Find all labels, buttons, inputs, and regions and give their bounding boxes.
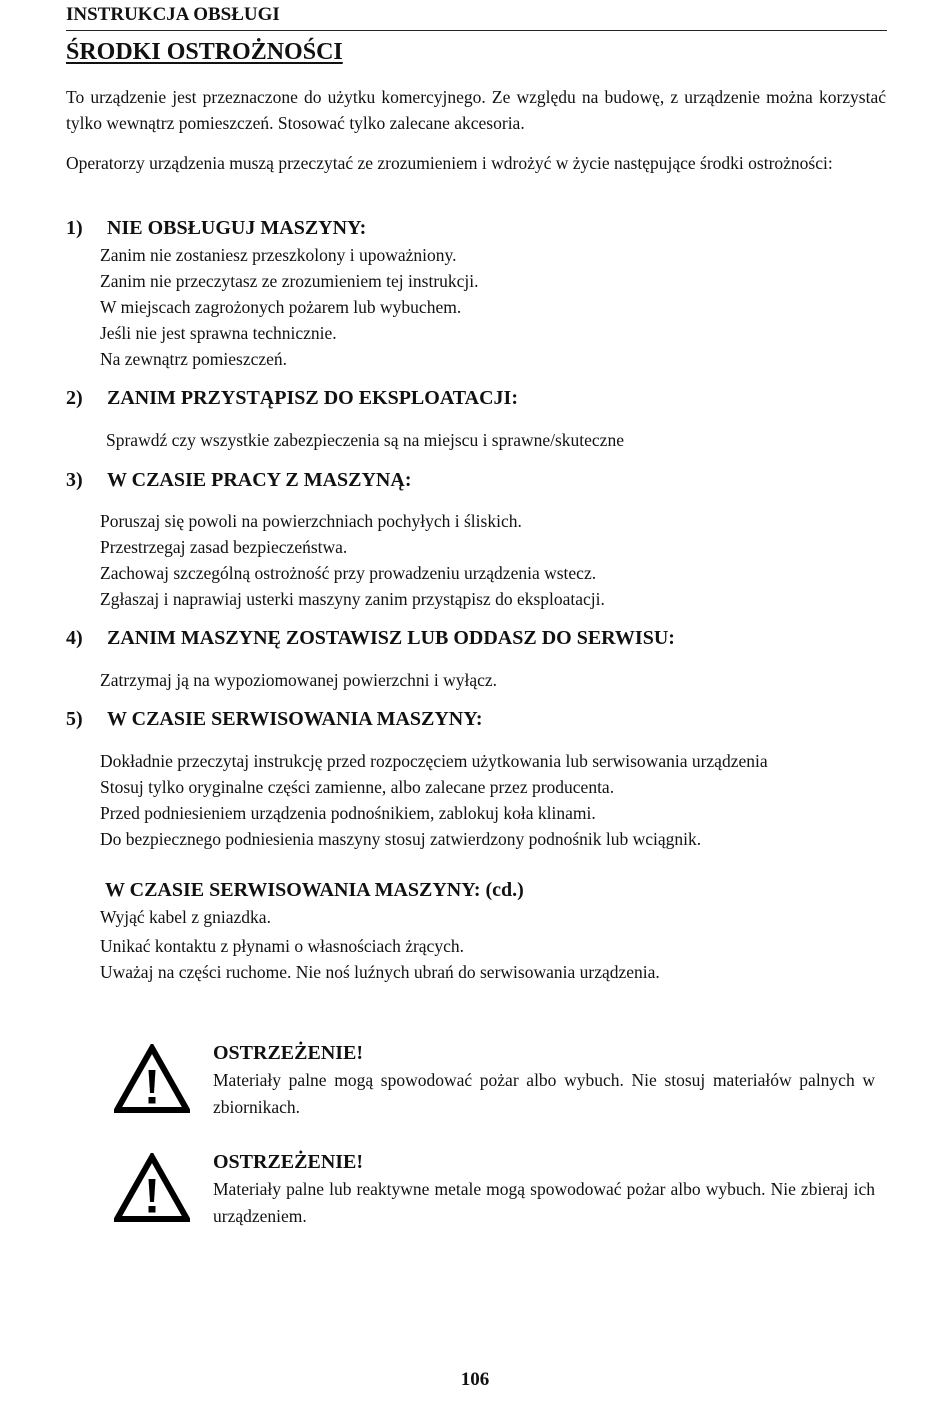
section-title: W CZASIE PRACY Z MASZYNĄ: — [107, 469, 412, 491]
intro-paragraph: Operatorzy urządzenia muszą przeczytać ze zrozumieniem i wdrożyć w życie następujące środki ostrożności: — [66, 153, 833, 173]
list-item: Zanim nie przeczytasz ze zrozumieniem tej instrukcji. — [100, 271, 479, 291]
section-heading — [66, 468, 411, 492]
page-number: 106 — [460, 1369, 490, 1390]
list-item: Poruszaj się powoli na powierzchniach pochyłych i śliskich. — [100, 511, 522, 531]
list-item: Zanim nie zostaniesz przeszkolony i upoważniony. — [100, 245, 457, 265]
section-heading — [66, 216, 366, 240]
list-item: Uważaj na części ruchome. Nie noś luźnych ubrań do serwisowania urządzenia. — [100, 962, 660, 982]
section-number: 2) — [66, 387, 83, 409]
list-item: Sprawdź czy wszystkie zabezpieczenia są na miejscu i sprawne/skuteczne — [106, 430, 624, 450]
intro-paragraph: To urządzenie jest przeznaczone do użytku komercyjnego. Ze względu na budowę, z urządzenie można korzystać tylko wewnątrz pomieszczeń. Stosować tylko zalecane akcesoria. — [66, 87, 886, 133]
list-item: Unikać kontaktu z płynami o własnościach żrących. — [100, 936, 464, 956]
section-number: 3) — [66, 469, 83, 491]
list-item: Przestrzegaj zasad bezpieczeństwa. — [100, 537, 348, 557]
list-item: Do bezpiecznego podniesienia maszyny stosuj zatwierdzony podnośnik lub wciągnik. — [100, 829, 702, 849]
warning-title: OSTRZEŻENIE! — [213, 1042, 364, 1064]
section-title: NIE OBSŁUGUJ MASZYNY: — [107, 217, 367, 239]
section-heading — [66, 707, 483, 731]
section-title: ZANIM PRZYSTĄPISZ DO EKSPLOATACJI: — [107, 387, 518, 409]
section-number: 1) — [66, 217, 83, 239]
section-heading — [66, 626, 675, 650]
section-title: W CZASIE SERWISOWANIA MASZYNY: — [107, 708, 483, 730]
list-item: Dokładnie przeczytaj instrukcję przed rozpoczęciem użytkowania lub serwisowania urządzenia — [100, 751, 768, 771]
section-heading — [66, 386, 518, 410]
warning-text: Materiały palne mogą spowodować pożar albo wybuch. Nie stosuj materiałów palnych w zbiornikach. — [213, 1070, 875, 1117]
section-number: 4) — [66, 627, 83, 649]
list-item: Wyjąć kabel z gniazdka. — [100, 907, 271, 927]
page-title: ŚRODKI OSTROŻNOŚCI — [66, 39, 343, 65]
list-item: Jeśli nie jest sprawna technicznie. — [100, 323, 337, 343]
warning-triangle-icon — [114, 1153, 190, 1223]
running-header: INSTRUKCJA OBSŁUGI — [66, 4, 887, 31]
warning-triangle-icon — [114, 1044, 190, 1114]
list-item: Przed podniesieniem urządzenia podnośnikiem, zablokuj koła klinami. — [100, 803, 596, 823]
list-item: Na zewnątrz pomieszczeń. — [100, 349, 288, 369]
section-number: 5) — [66, 708, 83, 730]
list-item: Zachowaj szczególną ostrożność przy prowadzeniu urządzenia wstecz. — [100, 563, 597, 583]
list-item: Stosuj tylko oryginalne części zamienne, albo zalecane przez producenta. — [100, 777, 615, 797]
list-item: Zgłaszaj i naprawiaj usterki maszyny zanim przystąpisz do eksploatacji. — [100, 589, 605, 609]
list-item: W miejscach zagrożonych pożarem lub wybuchem. — [100, 297, 462, 317]
warning-text: Materiały palne lub reaktywne metale mogą spowodować pożar albo wybuch. Nie zbieraj ich urządzeniem. — [213, 1179, 875, 1226]
warning-title: OSTRZEŻENIE! — [213, 1151, 364, 1173]
section-heading-continued: W CZASIE SERWISOWANIA MASZYNY: (cd.) — [105, 879, 524, 901]
section-title: ZANIM MASZYNĘ ZOSTAWISZ LUB ODDASZ DO SERWISU: — [107, 627, 675, 649]
list-item: Zatrzymaj ją na wypoziomowanej powierzchni i wyłącz. — [100, 670, 497, 690]
